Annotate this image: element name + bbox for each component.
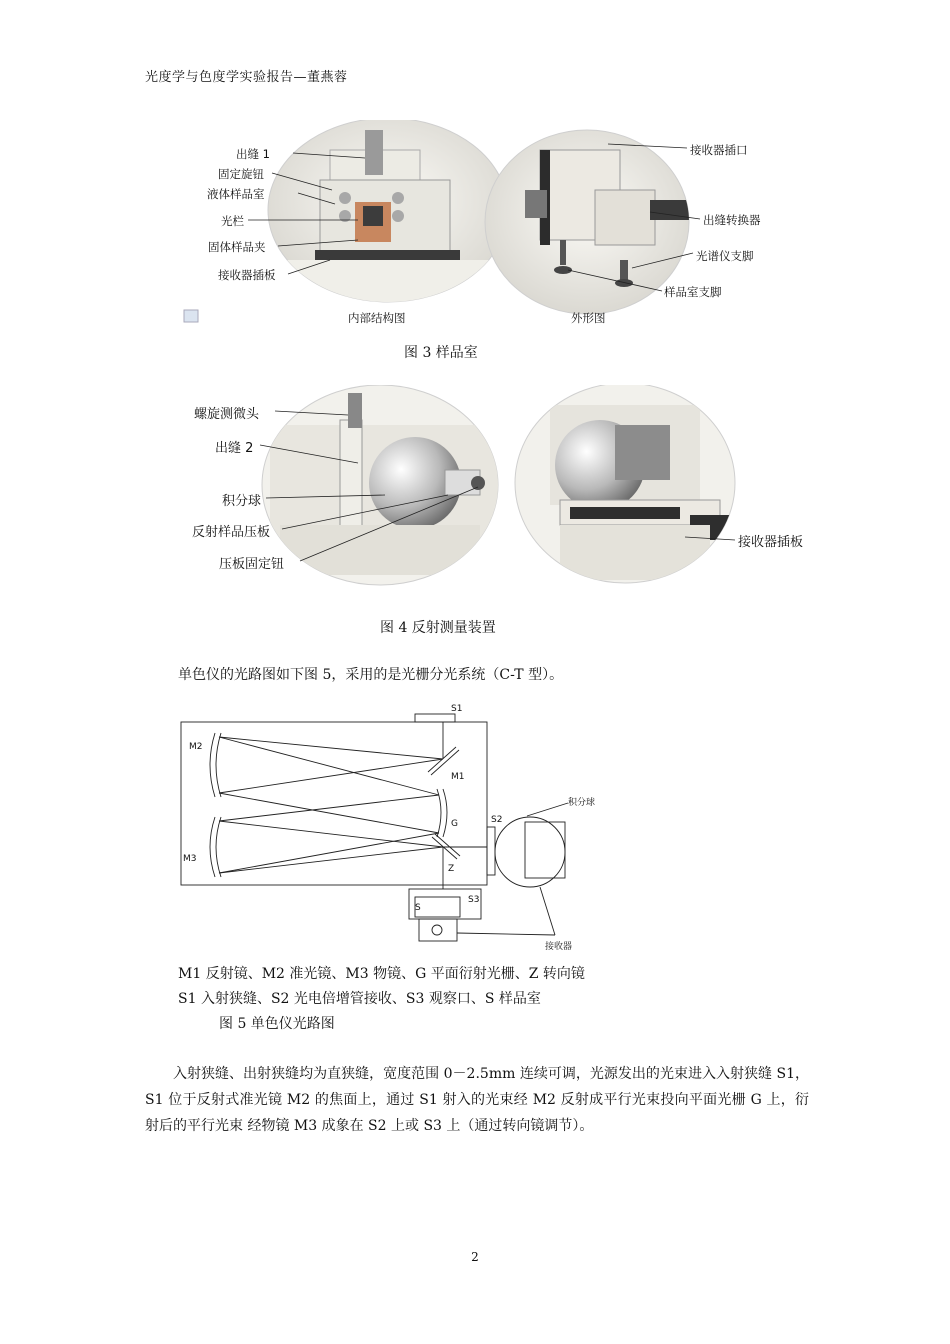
- intro-sentence: 单色仪的光路图如下图 5，采用的是光栅分光系统（C-T 型）。: [178, 667, 564, 683]
- fig5-label-m2: M2: [189, 742, 203, 752]
- slit-s2: [487, 827, 495, 875]
- fig5-legend-line-2: S1 入射狭缝、S2 光电倍增管接收、S3 观察口、S 样品室: [178, 991, 541, 1007]
- slit-s1: [415, 714, 455, 722]
- fig3-label-liquid-chamber: 液体样品室: [207, 187, 265, 201]
- fig3-label-receiver-plate: 接收器插板: [218, 268, 276, 282]
- fig3-label-fixing-knob: 固定旋钮: [218, 167, 264, 181]
- fig5-label-z: Z: [448, 864, 455, 874]
- fig5-caption: 图 5 单色仪光路图: [219, 1016, 335, 1032]
- fig4-label-integrating-sphere: 积分球: [222, 494, 262, 509]
- fig4-caption: 图 4 反射测量装置: [380, 620, 496, 636]
- fig5-label-s2: S2: [491, 815, 503, 825]
- fig5-label-m1: M1: [451, 772, 465, 782]
- fig5-legend-line-1: M1 反射镜、M2 准光镜、M3 物镜、G 平面衍射光栅、Z 转向镜: [178, 966, 585, 982]
- mirror-m3: [210, 817, 215, 877]
- fig3-label-spectrometer-foot: 光谱仪支脚: [696, 249, 754, 263]
- fig5-label-m3: M3: [183, 854, 197, 864]
- fig3-caption: 图 3 样品室: [404, 345, 478, 361]
- fig3-label-aperture: 光栏: [221, 214, 244, 228]
- integrating-sphere: [495, 817, 565, 887]
- fig3-label-receiver-socket: 接收器插口: [690, 143, 748, 157]
- fig5-label-sphere: 积分球: [568, 798, 596, 808]
- fig4-label-plate-knob: 压板固定钮: [219, 557, 285, 572]
- fig5-label-receiver: 接收器: [545, 942, 573, 952]
- page-header: 光度学与色度学实验报告—董燕蓉: [145, 70, 348, 85]
- fig4-label-micrometer: 螺旋测微头: [194, 407, 260, 422]
- fig4-label-receiver-plate: 接收器插板: [738, 535, 804, 550]
- fig5-label-s: S: [415, 903, 421, 913]
- description-paragraph: 入射狭缝、出射狭缝均为直狭缝，宽度范围 0－2.5mm 连续可调，光源发出的光束进入入射狭缝 S1，S1 位于反射式准光镜 M2 的焦面上，通过 S1 射入的光束经 M2 反射成平行光束投向平面光栅 G 上，衍射后的平行光束 经物镜 M3 成象在 S2 上或 S3 上（通过转向镜调节）。: [145, 1066, 809, 1134]
- fig5-label-s1: S1: [451, 704, 463, 714]
- grating-g: [437, 789, 441, 837]
- fig5-label-g: G: [451, 819, 458, 829]
- figure-5-optical-path: [175, 697, 605, 959]
- page-number: 2: [471, 1250, 479, 1264]
- fig4-label-reflective-plate: 反射样品压板: [192, 525, 271, 540]
- fig4-label-exit-slit-2: 出缝 2: [215, 441, 254, 456]
- fig5-label-s3: S3: [468, 895, 480, 905]
- fig3-label-slit-switcher: 出缝转换器: [703, 213, 761, 227]
- fig3-label-solid-holder: 固体样品夹: [208, 240, 266, 254]
- fig3-sub-interior: 内部结构图: [348, 311, 406, 325]
- fig3-label-exit-slit-1: 出缝 1: [236, 147, 270, 161]
- monochromator-housing: [181, 722, 487, 885]
- mirror-m2: [210, 733, 215, 797]
- fig3-sub-exterior: 外形图: [571, 311, 606, 325]
- fig3-label-chamber-foot: 样品室支脚: [664, 285, 722, 299]
